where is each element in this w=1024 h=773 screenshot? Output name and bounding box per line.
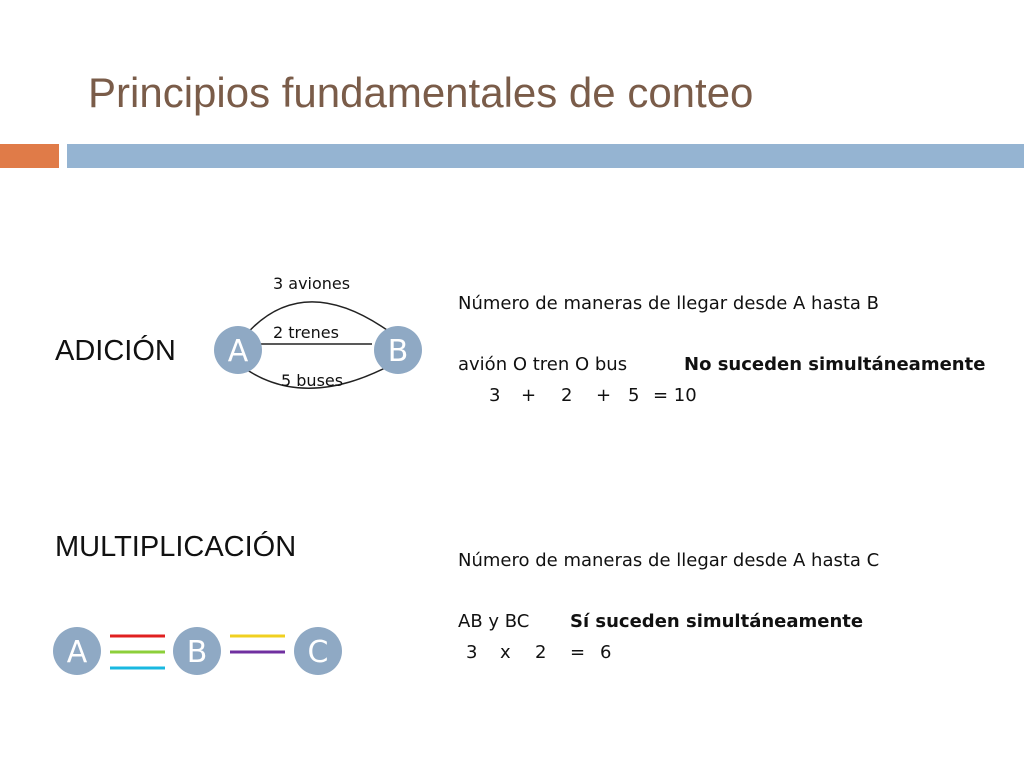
addition-eq-op: + [596,385,612,406]
multiplication-node-c-letter: C [307,635,329,670]
addition-equation [489,385,697,406]
multiplication-eq-term: 2 [535,642,547,663]
multiplication-line2-bold: Sí suceden simultáneamente [570,611,864,632]
addition-line2-plain: avión O tren O bus [458,354,628,375]
multiplication-label: MULTIPLICACIÓN [55,531,297,563]
multiplication-eq-op: x [500,642,511,663]
page-title: Principios fundamentales de conteo [88,69,754,116]
addition-node-a-letter: A [227,334,249,369]
addition-line2-bold: No suceden simultáneamente [684,354,986,375]
multiplication-equation [466,642,611,663]
addition-eq-term: 3 [489,385,501,406]
addition-eq-op: + [521,385,537,406]
multiplication-eq-result: 6 [600,642,612,663]
multiplication-node-b [173,627,221,675]
route-label-aviones: 3 aviones [273,274,351,293]
multiplication-line1: Número de maneras de llegar desde A hasta C [458,550,880,571]
multiplication-node-c [294,627,342,675]
multiplication-node-a-letter: A [66,635,88,670]
addition-eq-term: 5 [628,385,640,406]
route-label-trenes: 2 trenes [273,323,339,342]
addition-line1: Número de maneras de llegar desde A hasta B [458,293,880,314]
accent-bar-blue [67,144,1024,168]
multiplication-eq-op: = [570,642,586,663]
multiplication-eq-term: 3 [466,642,478,663]
addition-node-b [374,326,422,374]
addition-eq-term: 2 [561,385,573,406]
addition-node-a [214,326,262,374]
multiplication-node-b-letter: B [186,635,208,670]
multiplication-node-a [53,627,101,675]
addition-label: ADICIÓN [55,335,176,367]
accent-bar-orange [0,144,59,168]
multiplication-line2-plain: AB y BC [458,611,530,632]
addition-eq-result: = 10 [653,385,697,406]
route-label-buses: 5 buses [281,371,344,390]
addition-node-b-letter: B [387,334,409,369]
